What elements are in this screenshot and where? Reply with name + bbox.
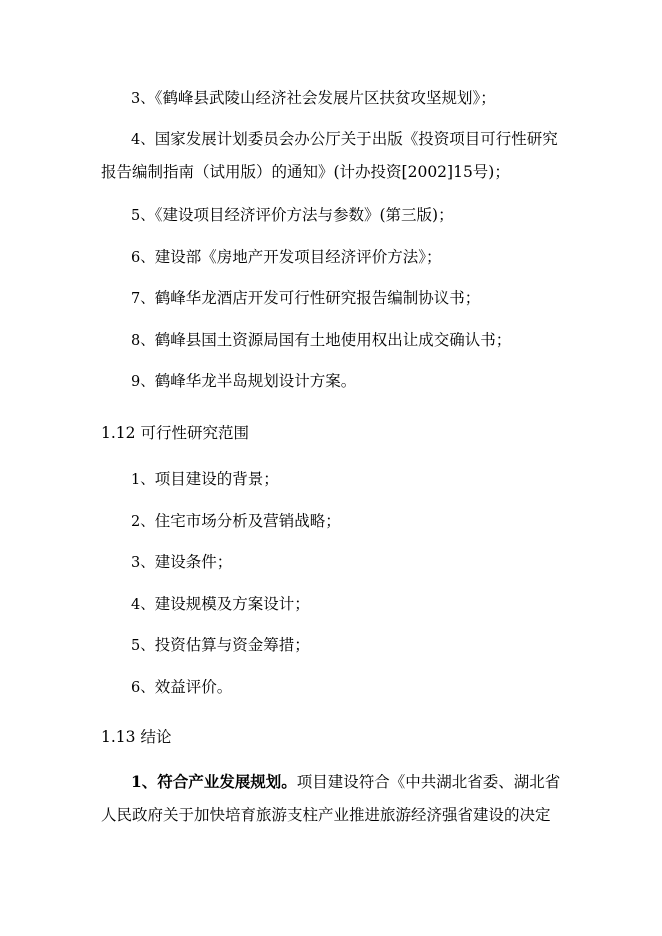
scope-item-4: 4、建设规模及方案设计； [131,595,310,613]
reference-item-9: 9、鹤峰华龙半岛规划设计方案。 [131,372,357,390]
reference-item-7: 7、鹤峰华龙酒店开发可行性研究报告编制协议书； [131,289,481,307]
section-heading-conclusion: 1.13 结论 [101,728,172,746]
scope-item-5: 5、投资估算与资金筹措； [131,636,310,654]
scope-item-6: 6、效益评价。 [131,678,233,696]
reference-item-4-continuation: 报告编制指南（试用版）的通知》(计办投资[2002]15号)； [101,163,510,181]
reference-item-3: 3、《鹤峰县武陵山经济社会发展片区扶贫攻坚规划》； [131,89,496,107]
scope-item-2: 2、住宅市场分析及营销战略； [131,512,341,530]
scope-item-1: 1、项目建设的背景； [131,470,279,488]
scope-item-3: 3、建设条件； [131,553,233,571]
reference-item-6: 6、建设部《房地产开发项目经济评价方法》； [131,248,442,266]
reference-item-4: 4、国家发展计划委员会办公厅关于出版《投资项目可行性研究 [131,130,558,148]
conclusion-text: 项目建设符合《中共湖北省委、湖北省 [296,773,561,791]
section-heading-scope: 1.12 可行性研究范围 [101,424,249,442]
conclusion-lead: 1、符合产业发展规划。 [131,772,297,791]
conclusion-paragraph-1-continuation: 人民政府关于加快培育旅游支柱产业推进旅游经济强省建设的决定 [101,806,551,824]
reference-item-8: 8、鹤峰县国土资源局国有土地使用权出让成交确认书； [131,331,512,349]
reference-item-5: 5、《建设项目经济评价方法与参数》(第三版)； [131,206,454,224]
conclusion-paragraph-1 [131,772,560,792]
